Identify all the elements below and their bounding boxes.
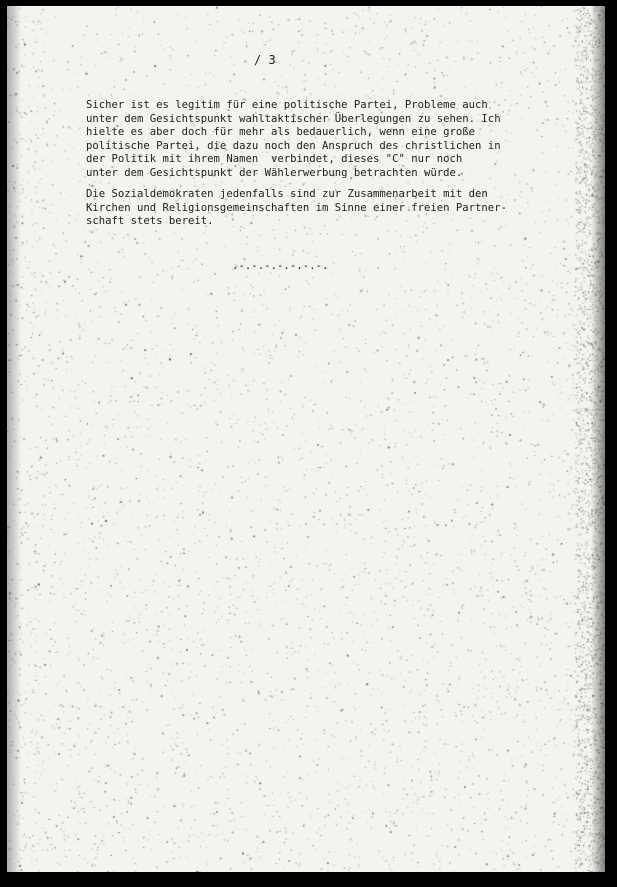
paragraph-line: der Politik mit ihrem Namen verbindet, dieses "C" nur noch [86, 153, 463, 166]
paragraph [86, 188, 507, 229]
end-of-text-mark: .-.-.-.-.-.-.-. [232, 260, 329, 272]
paragraph-line: hielte es aber doch für mehr als bedauerlich, wenn eine große [86, 126, 476, 139]
paragraph-line: unter dem Gesichtspunkt der Wählerwerbung betrachten würde. [86, 166, 463, 179]
page-number: / 3 [254, 53, 276, 67]
paragraph-line: politische Partei, die dazu noch den Anspruch des christlichen in [86, 139, 501, 152]
paper-sheet [7, 6, 605, 872]
paragraph-line: unter dem Gesichtspunkt wahltaktischer Überlegungen zu sehen. Ich [86, 112, 501, 125]
paragraph-line: schaft stets bereit. [86, 215, 214, 228]
paragraph-line: Kirchen und Religionsgemeinschaften im Sinne einer freien Partner- [86, 201, 507, 214]
left-edge-shadow [7, 6, 21, 872]
right-edge-shadow [591, 6, 605, 872]
paragraph [86, 99, 501, 181]
paragraph-line: Die Sozialdemokraten jedenfalls sind zur Zusammenarbeit mit den [86, 188, 488, 200]
paragraph-line: Sicher ist es legitim für eine politische Partei, Probleme auch [86, 99, 488, 111]
